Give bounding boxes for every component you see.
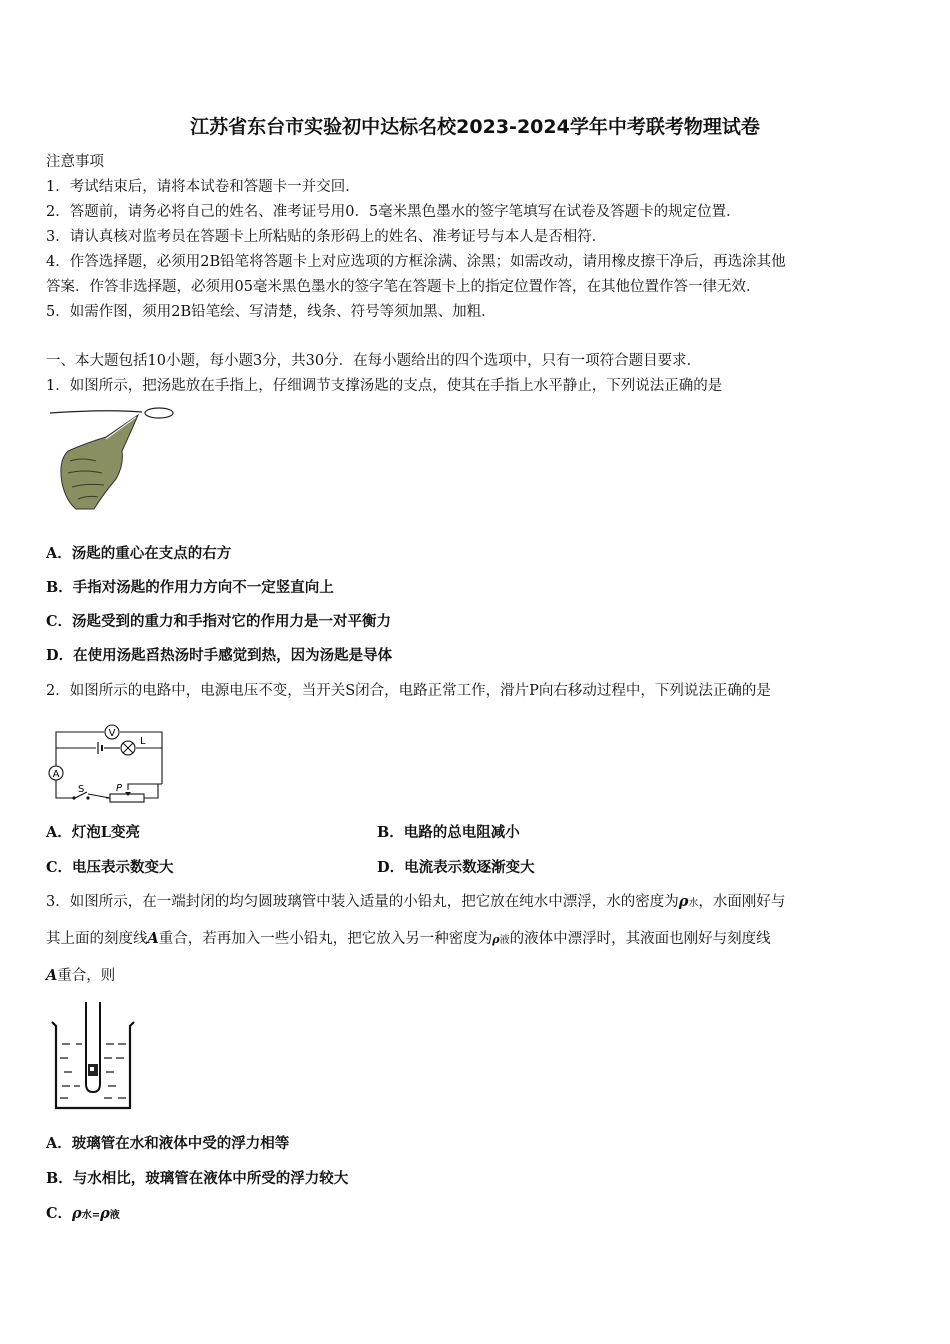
q3-option-b: B．与水相比，玻璃管在液体中所受的浮力较大 [46,1170,349,1187]
mark-a: A [46,967,58,984]
equals-sign: = [91,1210,101,1221]
q2-option-d: D．电流表示数逐渐变大 [377,859,535,876]
q3-option-c [46,1205,120,1225]
q3-text: 的液体中漂浮时，其液面也刚好与刻度线 [509,931,771,947]
rho-subscript-liquid: 液 [109,1210,120,1221]
page-title: 江苏省东台市实验初中达标名校2023-2024学年中考联考物理试卷 [190,116,760,138]
q3-text: 3．如图所示，在一端封闭的均匀圆玻璃管中装入适量的小铅丸，把它放在纯水中漂浮，水的密度为 [46,894,679,910]
rheostat-icon [110,794,144,802]
q3-text: 重合，若再加入一些小铅丸，把它放入另一种密度为 [158,931,493,947]
q3-stem-line3 [46,967,115,985]
q3-text: ，水面刚好与 [698,894,786,910]
rho-symbol: ρ [492,933,500,946]
note-item: 1．考试结束后，请将本试卷和答题卡一并交回． [46,179,360,195]
q3-text: 其上面的刻度线 [46,931,148,947]
q3-stem-line2 [46,930,771,950]
voltmeter-label: V [108,728,116,739]
q2-stem: 2．如图所示的电路中，电源电压不变，当开关S闭合，电路正常工作，滑片P向右移动过程中，下列说法正确的是 [46,683,771,699]
notes-heading: 注意事项 [46,154,104,170]
note-item: 3．请认真核对监考员在答题卡上所粘贴的条形码上的姓名、准考证号与本人是否相符． [46,229,607,245]
lamp-label: L [140,736,146,747]
q3-option-a: A．玻璃管在水和液体中受的浮力相等 [46,1135,290,1152]
note-item: 答案．作答非选择题，必须用05毫米黑色墨水的签字笔在答题卡上的指定位置作答，在其他位置作答一律无效． [46,279,761,295]
rho-subscript-liquid: 液 [499,935,510,946]
q3-option-c-label: C． [46,1205,73,1222]
q3-stem-line1 [46,893,785,913]
ammeter-label: A [52,769,60,780]
q2-option-b: B．电路的总电阻减小 [377,824,520,841]
section-heading: 一、本大题包括10小题，每小题3分，共30分．在每小题给出的四个选项中，只有一项符合题目要求． [46,353,702,369]
rho-subscript-water: 水 [81,1210,92,1221]
note-item: 4．作答选择题，必须用2B铅笔将答题卡上对应选项的方框涂满、涂黑；如需改动，请用橡皮擦干净后，再选涂其他 [46,254,786,270]
rho-symbol: ρ [678,893,689,910]
q3-text: 重合，则 [57,968,116,984]
rho-symbol: ρ [72,1205,82,1222]
q2-option-c: C．电压表示数变大 [46,859,174,876]
beaker-tube-figure [46,1000,138,1112]
q1-option-a: A．汤匙的重心在支点的右方 [46,545,232,562]
switch-label: S [78,784,85,795]
q1-option-c: C．汤匙受到的重力和手指对它的作用力是一对平衡力 [46,613,392,630]
rho-symbol: ρ [100,1205,110,1222]
hand-spoon-figure [46,405,178,515]
q2-option-a: A．灯泡L变亮 [46,824,140,841]
note-item: 5．如需作图，须用2B铅笔绘、写清楚，线条、符号等须加黑、加粗． [46,304,496,320]
rho-subscript-water: 水 [688,898,699,909]
circuit-diagram [44,712,170,806]
slider-label: P [116,783,123,794]
note-item: 2．答题前，请务必将自己的姓名、准考证号用0．5毫米黑色墨水的签字笔填写在试卷及答题卡的规定位置． [46,204,741,220]
q1-option-b: B．手指对汤匙的作用力方向不一定竖直向上 [46,579,334,596]
mark-a: A [147,930,159,947]
q1-option-d: D．在使用汤匙舀热汤时手感觉到热，因为汤匙是导体 [46,647,393,664]
q1-stem: 1．如图所示，把汤匙放在手指上，仔细调节支撑汤匙的支点，使其在手指上水平静止，下列说法正确的是 [46,378,723,394]
